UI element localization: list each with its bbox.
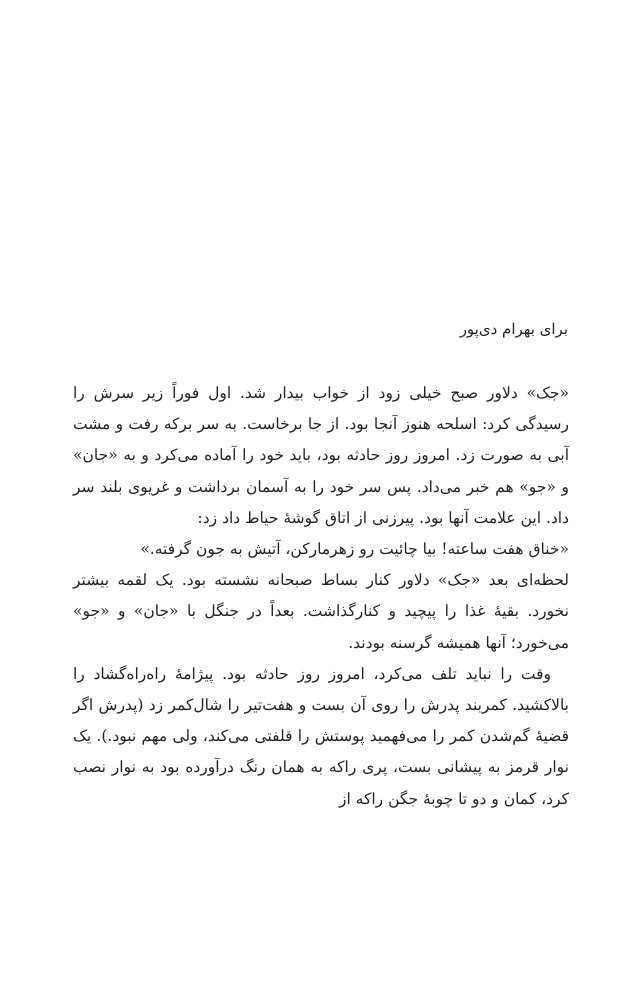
paragraph-opening: «جک» دلاور صبح خیلی زود از خواب بیدار شد. اول فوراً زیر سرش را رسیدگی کرد: اسلحه هنوز آنجا بود. از جا برخاست. به سر برکه رفت و مشت آبی به صورت زد. امروز روز حادثه بود، باید خود را آماده می‌کرد و به «جان» و «جو» هم خبر می‌داد. پس سر خود را به آسمان برداشت و غریوی بلند سر داد. این علامت آنها بود. پیرزنی از اتاق گوشهٔ حیاط داد زد: <box>73 384 569 527</box>
dedication: برای بهرام دی‌پور <box>459 320 568 338</box>
paragraph-breakfast: لحظه‌ای بعد «جک» دلاور کنار بساط صبحانه نشسته بود. یک لقمه بیشتر نخورد. بقیهٔ غذا را پیچید و کنارگذاشت. بعداً در جنگل با «جان» و «جو» می‌خورد؛ آنها همیشه گرسنه بودند. <box>73 571 569 652</box>
paragraph-dressing: وقت را نباید تلف می‌کرد، امروز روز حادثه بود. پیژامهٔ راه‌راه‌گشاد را بالاکشید. کمربند پدرش را روی آن بست و هفت‌تیر را شال‌کمر زد (پدرش اگر قضیهٔ گم‌شدن کمر را می‌فهمید پوستش را قلفتی می‌کند، ولی مهم نبود.). یک نوار قرمز به پیشانی بست، پری راکه به همان رنگ درآورده بود به نوار نصب کرد، کمان و دو تا چوبهٔ جگن راکه از <box>73 664 569 808</box>
quoted-speech: «خناق هفت ساعته! بیا چائیت رو زهرمارکن، آتیش به جون گرفته.» <box>140 540 569 559</box>
story-text <box>73 378 569 815</box>
